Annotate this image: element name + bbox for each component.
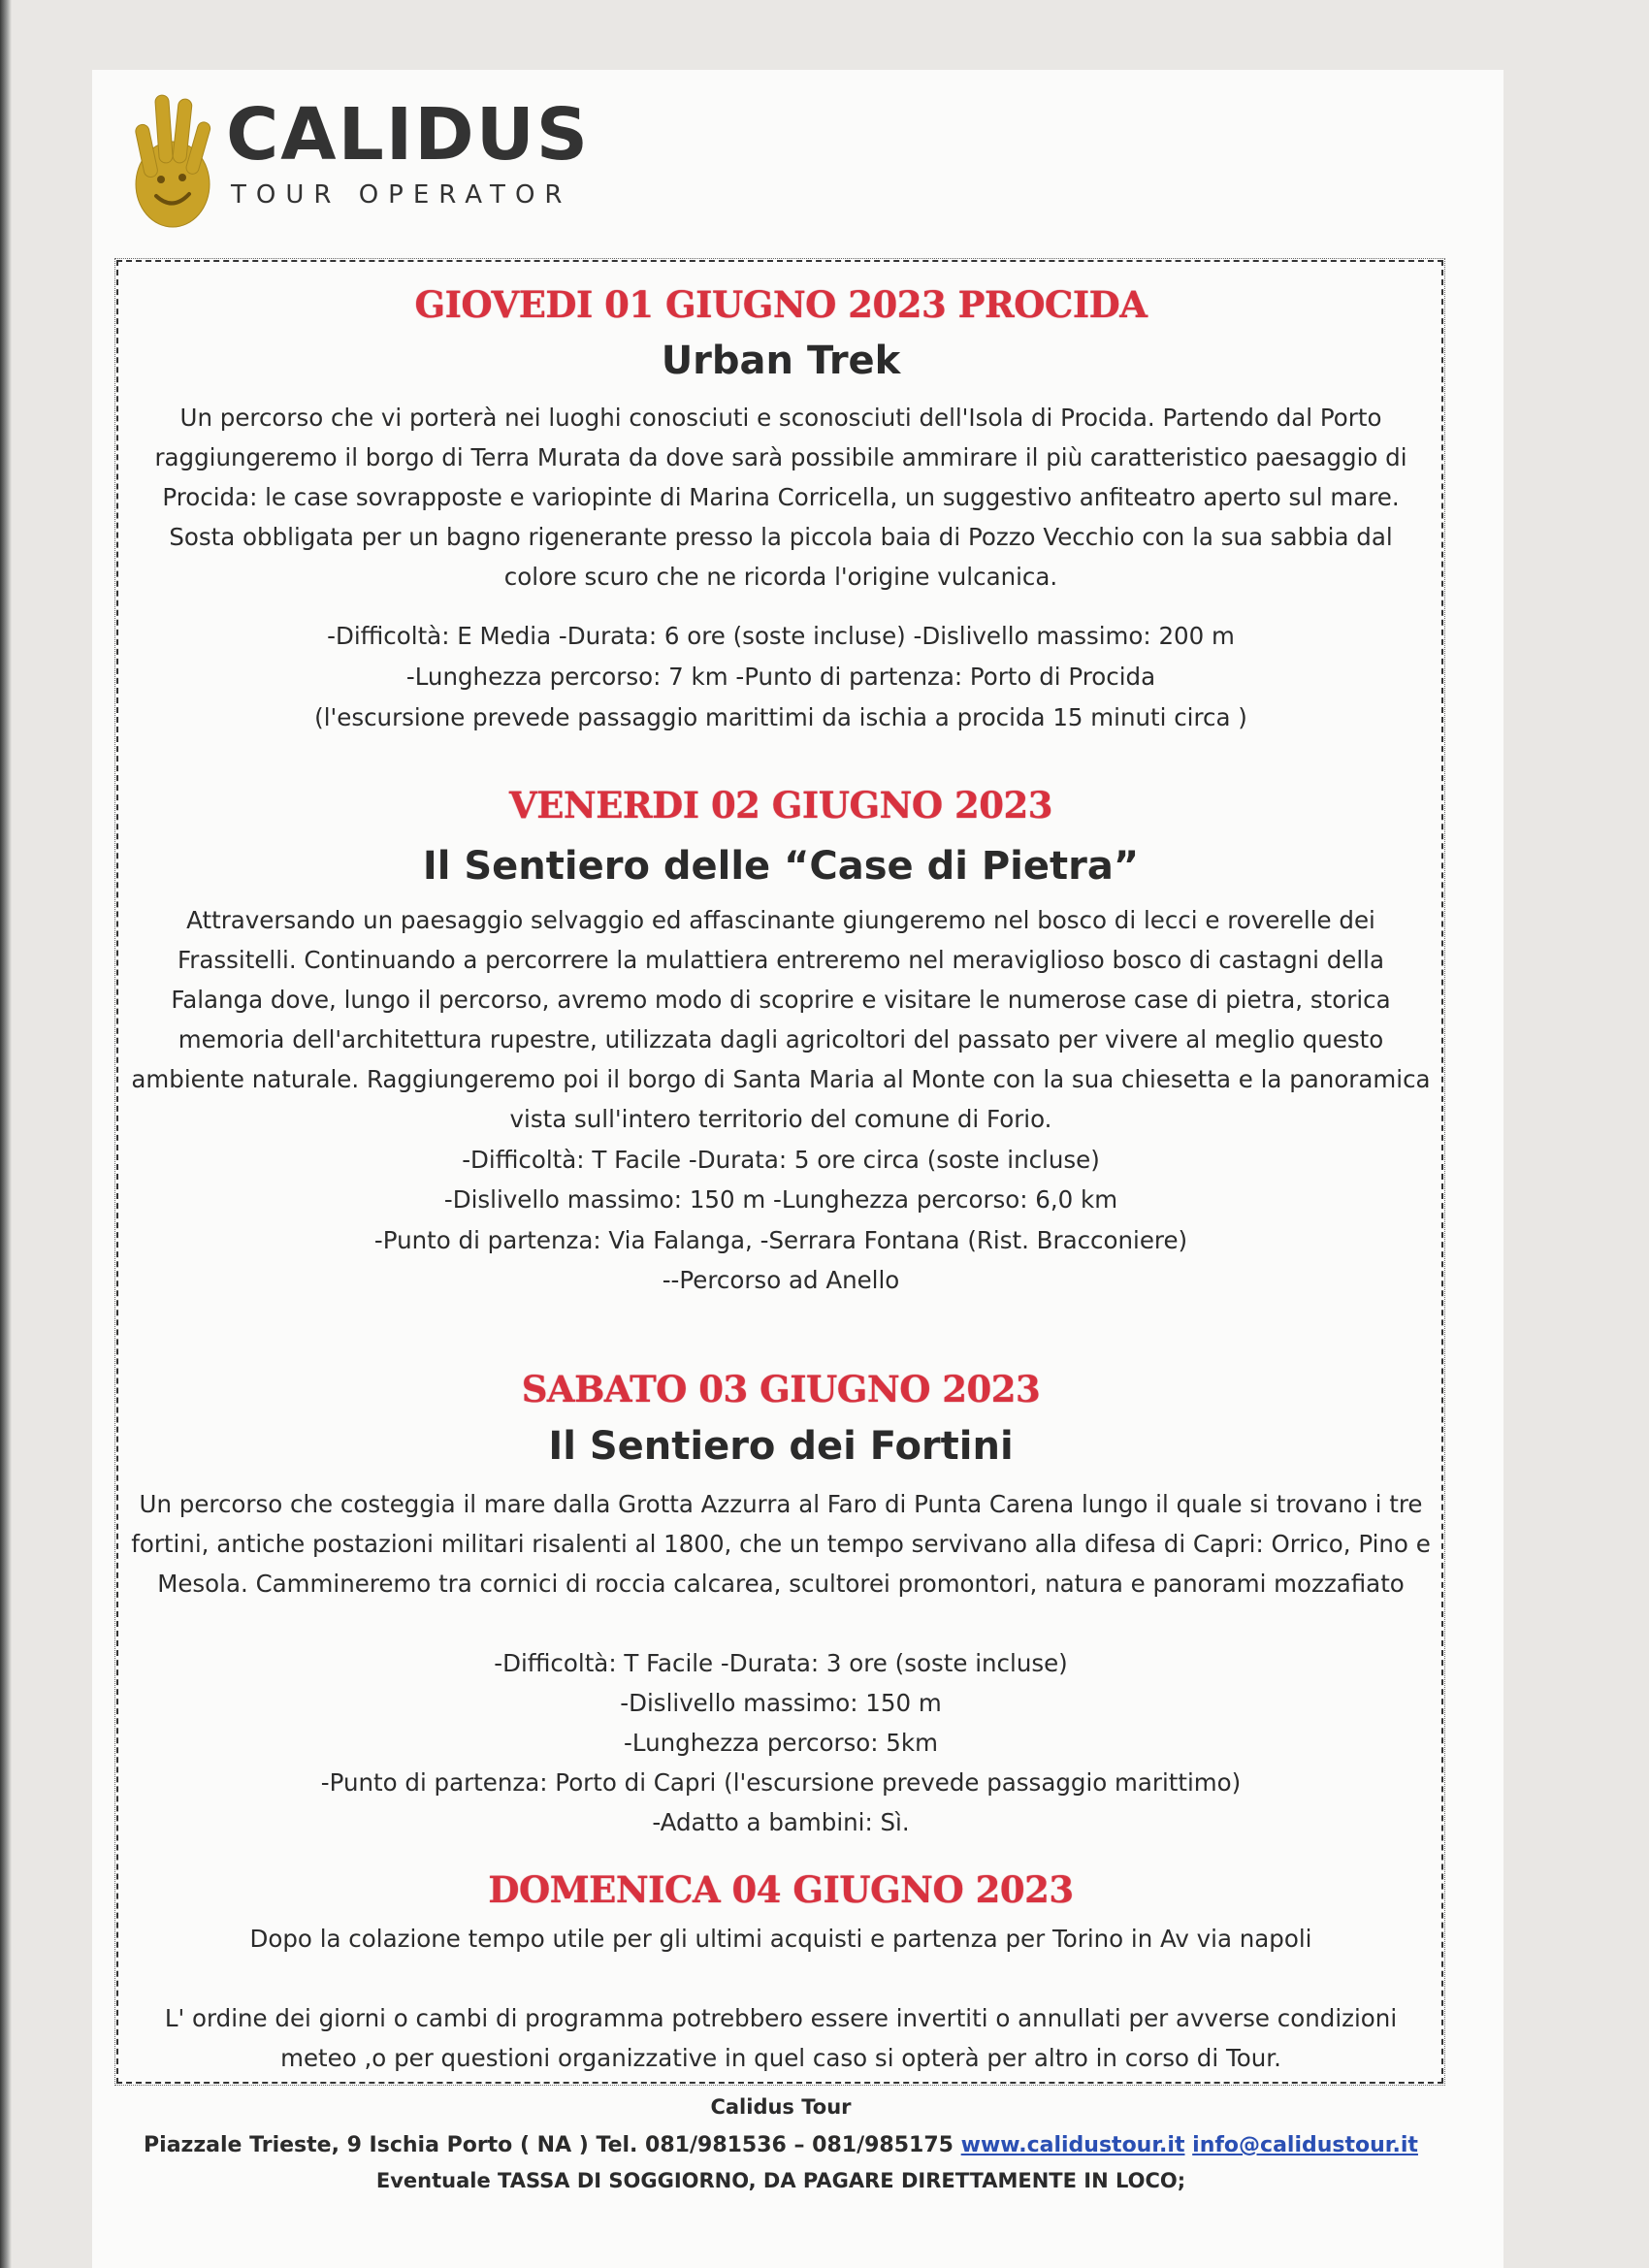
section-description-3: Un percorso che costeggia il mare dalla Grotta Azzurra al Faro di Punta Carena lungo il quale si trovano i tre fortini, antiche postazioni militari risalenti al 1800, che un tempo servivano alla difesa di Capri: Orrico, Pino e Mesola. Cammineremo tra cornici di roccia calcarea, scultorei promontori, natura e panorami mozzafiato xyxy=(131,1490,1431,1598)
scan-edge xyxy=(0,0,12,2268)
section-description-1: Un percorso che vi porterà nei luoghi conosciuti e sconosciuti dell'Isola di Procida. Partendo dal Porto raggiungeremo il borgo di Terra Murata da dove sarà possibile ammirare il più caratteristico paesaggio di Procida: le case sovrapposte e variopinte di Marina Corricella, un suggestivo anfiteatro aperto sul mare. Sosta obbligata per un bagno rigenerante presso la piccola baia di Pozzo Vecchio con la sua sabbia dal colore scuro che ne ricorda l'origine vulcanica. xyxy=(154,404,1407,591)
section-description-4: Dopo la colazione tempo utile per gli ultimi acquisti e partenza per Torino in Av via napoli xyxy=(249,1925,1312,1953)
logo-subtitle: TOUR OPERATOR xyxy=(231,180,572,210)
section-detail-3-5: -Adatto a bambini: Sì. xyxy=(652,1808,910,1836)
website-link[interactable]: www.calidustour.it xyxy=(960,2133,1185,2157)
calidus-logo xyxy=(124,78,629,233)
section-detail-3-1: -Difficoltà: T Facile -Durata: 3 ore (soste incluse) xyxy=(494,1649,1068,1677)
section-detail-1-2: -Lunghezza percorso: 7 km -Punto di partenza: Porto di Procida xyxy=(405,663,1156,691)
day-heading-4: DOMENICA 04 GIUGNO 2023 xyxy=(488,1868,1074,1911)
section-detail-2-4: --Percorso ad Anello xyxy=(662,1266,900,1294)
section-detail-1-3: (l'escursione prevede passaggio marittimi da ischia a procida 15 minuti circa ) xyxy=(314,703,1247,731)
notice-text: L' ordine dei giorni o cambi di programma potrebbero essere invertiti o annullati per avverse condizioni meteo ,o per questioni organizzative in quel caso si opterà per altro in corso di Tour. xyxy=(164,2004,1398,2072)
section-description-2: Attraversando un paesaggio selvaggio ed affascinante giungeremo nel bosco di lecci e roverelle dei Frassitelli. Continuando a percorrere la mulattiera entreremo nel meraviglioso bosco di castagni della Falanga dove, lungo il percorso, avremo modo di scoprire e visitare le numerose case di pietra, storica memoria dell'architettura rupestre, utilizzata dagli agricoltori del passato per vivere al meglio questo ambiente naturale. Raggiungeremo poi il borgo di Santa Maria al Monte con la sua chiesetta e la panoramica vista sull'intero territorio del comune di Forio. xyxy=(131,906,1431,1133)
section-detail-2-2: -Dislivello massimo: 150 m -Lunghezza percorso: 6,0 km xyxy=(443,1185,1118,1214)
day-heading-2: VENERDI 02 GIUGNO 2023 xyxy=(508,784,1052,826)
footer-contacts xyxy=(121,2135,1440,2156)
footer-company: Calidus Tour xyxy=(710,2095,852,2119)
section-detail-3-3: -Lunghezza percorso: 5km xyxy=(624,1729,938,1757)
section-detail-3-4: -Punto di partenza: Porto di Capri (l'escursione prevede passaggio marittimo) xyxy=(320,1768,1242,1797)
section-detail-3-2: -Dislivello massimo: 150 m xyxy=(620,1689,942,1717)
email-link[interactable]: info@calidustour.it xyxy=(1192,2133,1418,2157)
section-detail-2-3: -Punto di partenza: Via Falanga, -Serrara Fontana (Rist. Bracconiere) xyxy=(373,1226,1188,1254)
section-title-2: Il Sentiero delle “Case di Pietra” xyxy=(422,844,1140,889)
day-heading-1: GIOVEDI 01 GIUGNO 2023 PROCIDA xyxy=(414,283,1148,326)
logo-brand: CALIDUS xyxy=(226,93,591,177)
section-detail-1-1: -Difficoltà: E Media -Durata: 6 ore (soste incluse) -Dislivello massimo: 200 m xyxy=(327,622,1235,650)
footer-tax-note: Eventuale TASSA DI SOGGIORNO, DA PAGARE DIRETTAMENTE IN LOCO; xyxy=(375,2169,1186,2192)
section-title-1: Urban Trek xyxy=(661,339,901,383)
hand-logo-icon xyxy=(124,78,221,233)
day-heading-3: SABATO 03 GIUGNO 2023 xyxy=(521,1368,1041,1410)
section-title-3: Il Sentiero dei Fortini xyxy=(548,1424,1014,1469)
section-detail-2-1: -Difficoltà: T Facile -Durata: 5 ore circa (soste incluse) xyxy=(462,1146,1100,1174)
footer-address: Piazzale Trieste, 9 Ischia Porto ( NA ) Tel. 081/981536 – 081/985175 xyxy=(144,2133,954,2157)
